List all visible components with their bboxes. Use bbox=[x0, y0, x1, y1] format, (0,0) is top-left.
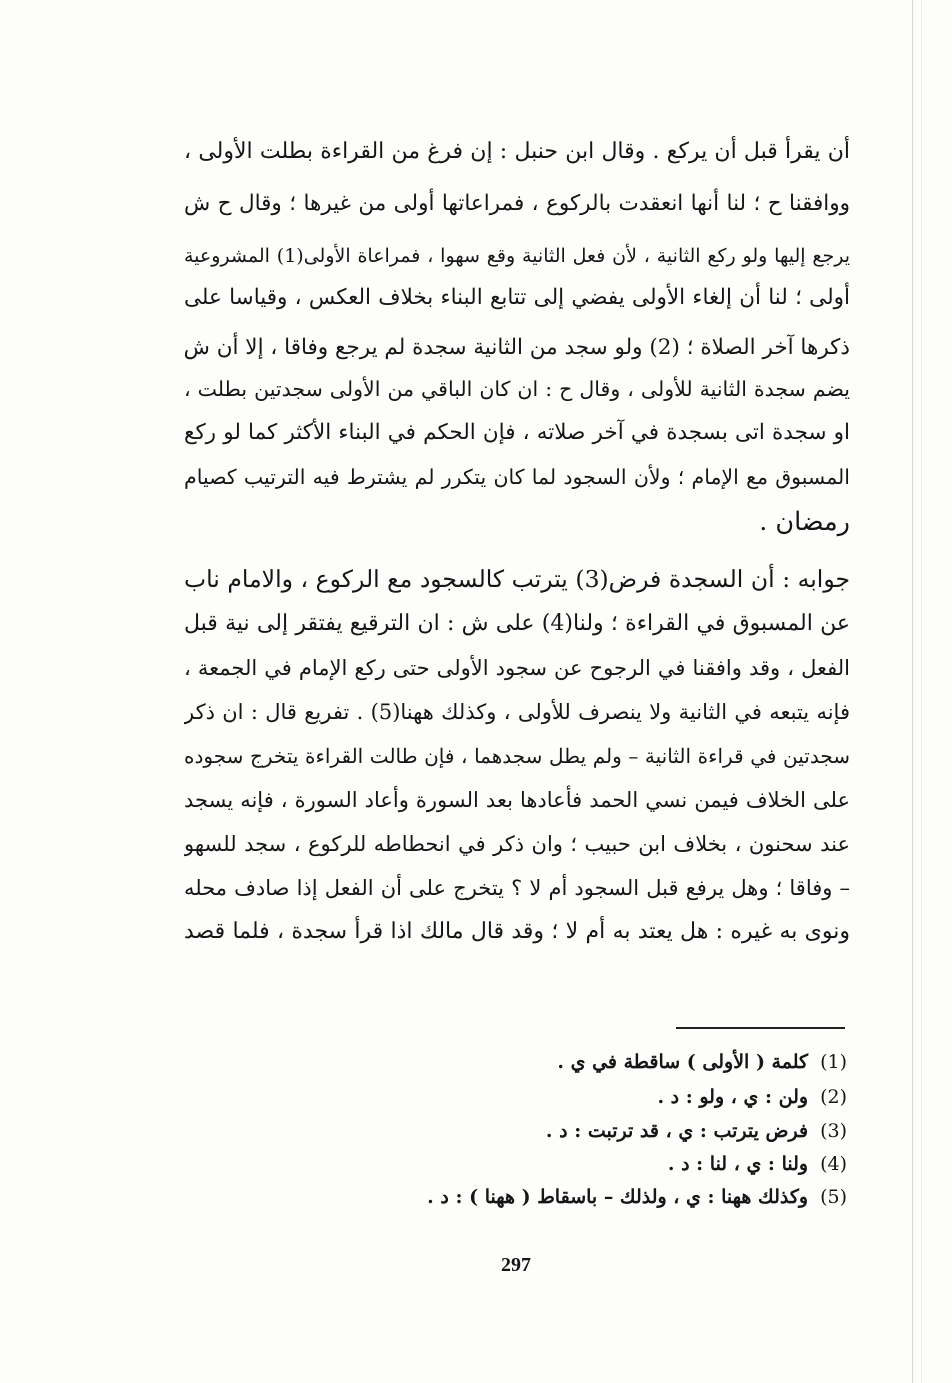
footnote-text: وكذلك ههنا : ي ، ولذلك – باسقاط ( ههنا ) : د . bbox=[427, 1186, 809, 1208]
p2-line-9: ونوى به غيره : هل يعتد به أم لا ؛ وقد قال مالك اذا قرأ سجدة ، فلما قصد bbox=[184, 919, 850, 944]
page-number: 297 bbox=[501, 1254, 531, 1276]
footnote-5 bbox=[200, 1180, 847, 1214]
scan-border bbox=[912, 0, 913, 1383]
footnote-number: (2) bbox=[820, 1086, 847, 1108]
footnote-divider bbox=[676, 1027, 845, 1029]
footnote-text: كلمة ( الأولى ) ساقطة في ي . bbox=[557, 1051, 809, 1073]
p1-line-8: المسبوق مع الإمام ؛ ولأن السجود لما كان يتكرر لم يشترط فيه الترتيب كصيام bbox=[184, 465, 850, 489]
scan-border-faint bbox=[921, 0, 922, 1383]
footnote-number: (1) bbox=[820, 1051, 847, 1073]
p2-line-7: عند سحنون ، بخلاف ابن حبيب ؛ وان ذكر في انحطاطه للركوع ، سجد للسهو bbox=[184, 832, 850, 856]
p2-line-5: سجدتين في قراءة الثانية – ولم يطل سجدهما ، فإن طالت القراءة يتخرج سجوده bbox=[184, 744, 850, 768]
p1-line-2: ووافقنا ح ؛ لنا أنها انعقدت بالركوع ، فمراعاتها أولى من غيرها ؛ وقال ح ش bbox=[184, 191, 850, 216]
footnote-text: ولن : ي ، ولو : د . bbox=[657, 1086, 809, 1108]
footnote-3 bbox=[200, 1114, 847, 1148]
p2-line-6: على الخلاف فيمن نسي الحمد فأعادها بعد السورة وأعاد السورة ، فإنه يسجد bbox=[184, 788, 850, 812]
p1-line-6: يضم سجدة الثانية للأولى ، وقال ح : ان كان الباقي من الأولى سجدتين بطلت ، bbox=[184, 377, 850, 401]
p2-line-8: – وفاقا ؛ وهل يرفع قبل السجود أم لا ؟ يتخرج على أن الفعل إذا صادف محله bbox=[184, 876, 850, 900]
p1-line-4: أولى ؛ لنا أن إلغاء الأولى يفضي إلى تتابع البناء بخلاف العكس ، وقياسا على bbox=[184, 285, 850, 310]
p1-line-1: أن يقرأ قبل أن يركع . وقال ابن حنبل : إن فرغ من القراءة بطلت الأولى ، bbox=[184, 139, 850, 164]
footnote-number: (3) bbox=[820, 1120, 847, 1142]
footnote-number: (5) bbox=[820, 1186, 847, 1208]
footnote-1 bbox=[200, 1045, 847, 1079]
footnote-number: (4) bbox=[820, 1153, 847, 1175]
footnote-4 bbox=[200, 1147, 847, 1181]
footnote-text: فرض يترتب : ي ، قد ترتبت : د . bbox=[545, 1120, 809, 1142]
p2-line-1: جوابه : أن السجدة فرض(3) يترتب كالسجود مع الركوع ، والامام ناب bbox=[184, 565, 850, 593]
p2-line-2: عن المسبوق في القراءة ؛ ولنا(4) على ش : ان الترقيع يفتقر إلى نية قبل bbox=[184, 611, 850, 636]
p1-line-3: يرجع إليها ولو ركع الثانية ، لأن فعل الثانية وقع سهوا ، فمراعاة الأولى(1) المشروعية bbox=[184, 245, 850, 267]
p1-line-5: ذكرها آخر الصلاة ؛ (2) ولو سجد من الثانية سجدة لم يرجع وفاقا ، إلا أن ش bbox=[184, 335, 850, 360]
footnote-text: ولنا : ي ، لنا : د . bbox=[667, 1153, 809, 1175]
p2-line-4: فإنه يتبعه في الثانية ولا ينصرف للأولى ، وكذلك ههنا(5) . تفريع قال : ان ذكر bbox=[184, 700, 850, 724]
footnote-2 bbox=[200, 1080, 847, 1114]
p2-line-3: الفعل ، وقد وافقنا في الرجوح عن سجود الأولى حتى ركع الإمام في الجمعة ، bbox=[184, 656, 850, 680]
p1-line-9: رمضان . bbox=[759, 507, 850, 537]
p1-line-7: او سجدة اتى بسجدة في آخر صلاته ، فإن الحكم في البناء الأكثر كما لو ركع bbox=[184, 420, 850, 445]
